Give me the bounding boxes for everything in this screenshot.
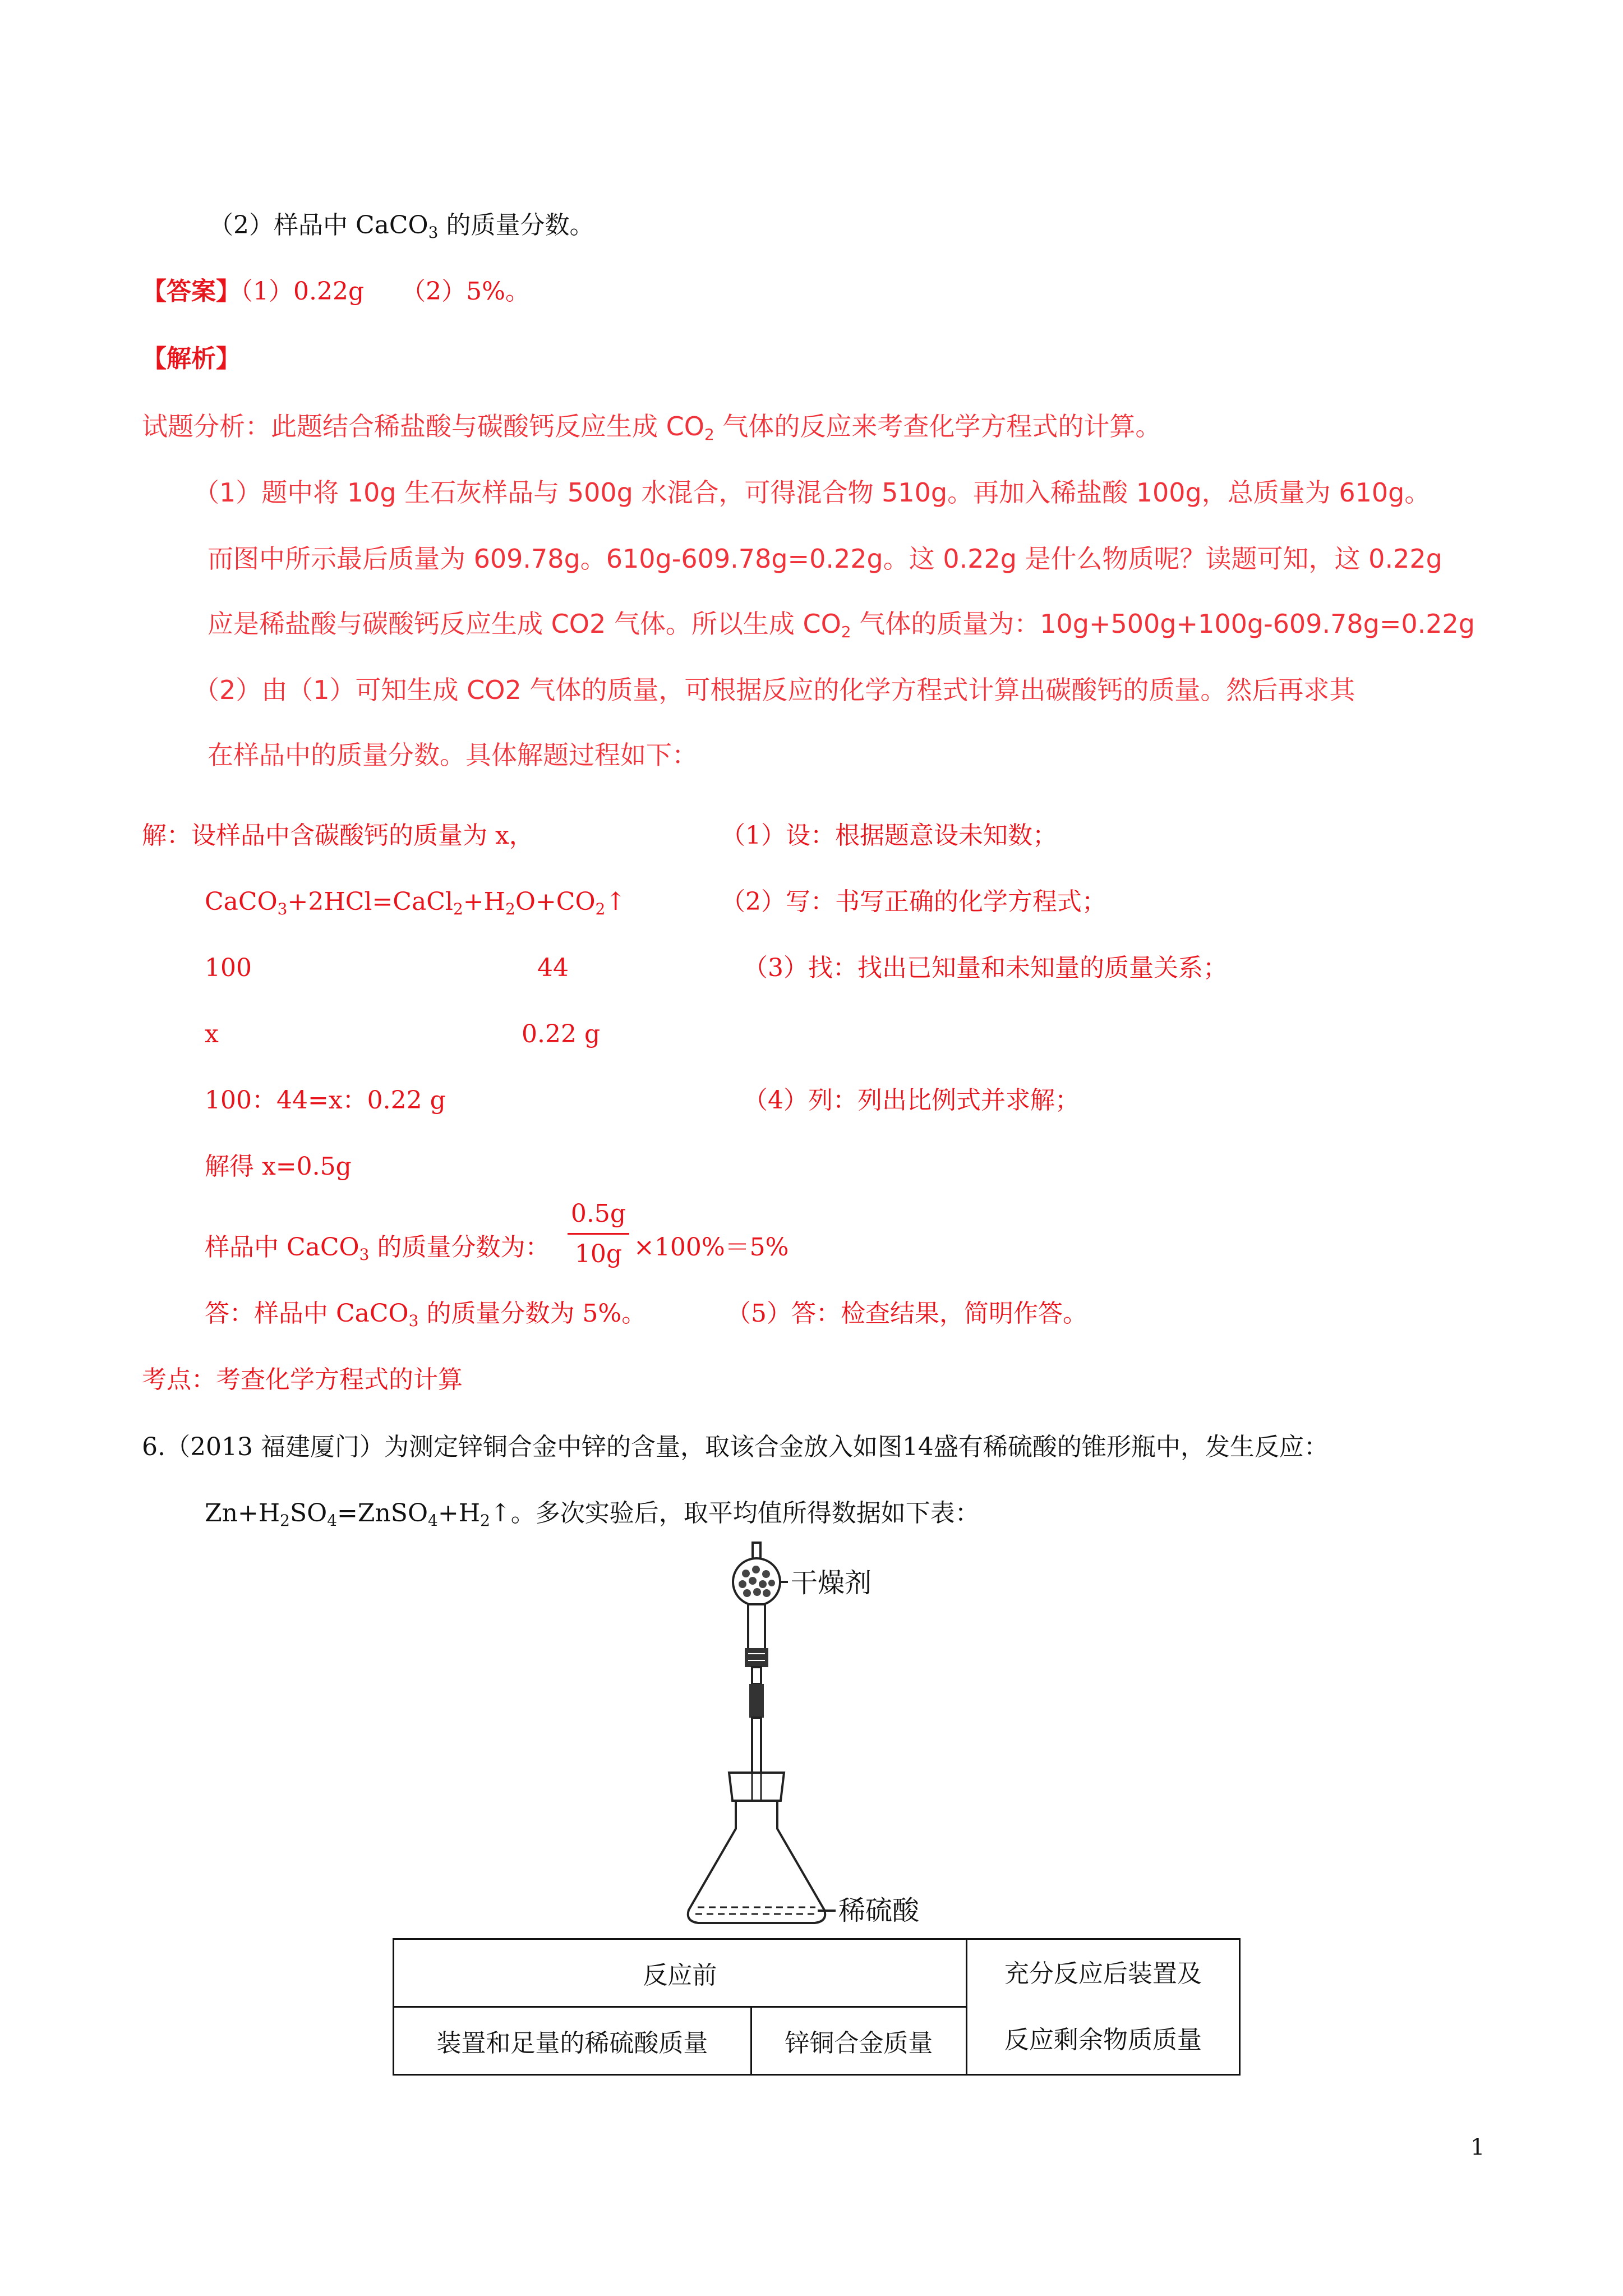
analysis-intro: 试题分析：此题结合稀盐酸与碳酸钙反应生成 $CO_2$ 气体的反应来考查化学方程式的计算。 — [142, 411, 1161, 444]
kaodian: 考点：考查化学方程式的计算 — [142, 1365, 463, 1394]
solution-l3-right: （3）找：找出已知量和未知量的质量关系； — [743, 954, 1228, 982]
label-drying-agent: 干燥剂 — [791, 1567, 872, 1599]
fraction-bar — [568, 1233, 629, 1235]
drying-tube-stem — [748, 1604, 765, 1649]
fraction-numerator: 0.5g — [570, 1199, 626, 1228]
analysis-label: 【解析】 — [142, 344, 241, 373]
table-header-after: 充分反应后装置及 反应剩余物质质量 — [966, 1939, 1239, 2075]
solution-l3-b: 44 — [537, 954, 569, 982]
solution-equation: $CaCO_3+2HCl=CaCl_2+H_2O+CO_2↑$ — [205, 887, 626, 918]
stopper-plug — [745, 1648, 768, 1667]
rubber-connector — [749, 1684, 764, 1718]
solution-l7-post: ×100%＝5% — [634, 1233, 789, 1262]
solution-l4-a: x — [205, 1020, 219, 1048]
q6-line2: $Zn+H_2SO_4=ZnSO_4+H_2↑$。多次实验后，取平均值所得数据如下表： — [205, 1499, 980, 1530]
analysis-p2-line2: 在样品中的质量分数。具体解题过程如下： — [208, 740, 698, 770]
analysis-p1-line3: 应是稀盐酸与碳酸钙反应生成 CO2 气体。所以生成 $CO_2$ 气体的质量为：10g+500g+100g-609.78g=0.22g — [208, 609, 1475, 641]
analysis-p1-line1: （1）题中将 10g 生石灰样品与 500g 水混合，可得混合物 510g。再加入稀盐酸 100g，总质量为 610g。 — [193, 477, 1431, 508]
solution-l6: 解得 x=0.5g — [205, 1152, 352, 1181]
solution-l4-b: 0.22 g — [522, 1020, 601, 1048]
solution-l2-right: （2）写：书写正确的化学方程式； — [721, 887, 1106, 916]
answer-line — [142, 275, 530, 309]
analysis-p1-line2: 而图中所示最后质量为 609.78g。610g-609.78g=0.22g。这 0.22g 是什么物质呢？读题可知，这 0.22g — [208, 544, 1442, 574]
answer-text: （1）0.22g （2）5%。 — [241, 277, 530, 306]
solution-l5-left: 100：44=x：0.22 g — [205, 1086, 446, 1115]
page-number: 1 — [1470, 2134, 1485, 2160]
solution-l1-right: （1）设：根据题意设未知数； — [721, 821, 1057, 850]
solution-l1-left: 解：设样品中含碳酸钙的质量为 x， — [142, 821, 534, 850]
solution-l7: 样品中 CaCO$_3$ 的质量分数为： — [205, 1233, 550, 1264]
table-col-apparatus-acid: 装置和足量的稀硫酸质量 — [394, 2007, 751, 2075]
flask-stopper — [729, 1773, 784, 1801]
answer-label: 【答案】 — [142, 277, 241, 306]
solution-l8: 答：样品中 CaCO$_3$ 的质量分数为 5%。 — [205, 1299, 647, 1330]
data-table — [393, 1938, 1241, 2076]
fraction — [568, 1197, 629, 1276]
q6-line1: 6.（2013 福建厦门）为测定锌铜合金中锌的含量，取该合金放入如图14盛有稀硫酸的锥形瓶中，发生反应： — [142, 1433, 1329, 1461]
label-dilute-acid: 稀硫酸 — [838, 1895, 920, 1926]
conical-flask — [688, 1801, 825, 1923]
table-col-alloy: 锌铜合金质量 — [751, 2007, 966, 2075]
table-header-before: 反应前 — [394, 1939, 967, 2007]
solution-l3-a: 100 — [205, 954, 252, 982]
fraction-denominator: 10g — [574, 1240, 623, 1268]
drying-tube-tip — [753, 1543, 760, 1559]
solution-l5-right: （4）列：列出比例式并求解； — [743, 1086, 1080, 1115]
q5-part2: （2）样品中 CaCO$_3$ 的质量分数。 — [209, 211, 594, 242]
solution-l8-right: （5）答：检查结果，简明作答。 — [726, 1299, 1087, 1328]
analysis-p2-line1: （2）由（1）可知生成 CO2 气体的质量，可根据反应的化学方程式计算出碳酸钙的质量。然后再求其 — [193, 675, 1355, 705]
